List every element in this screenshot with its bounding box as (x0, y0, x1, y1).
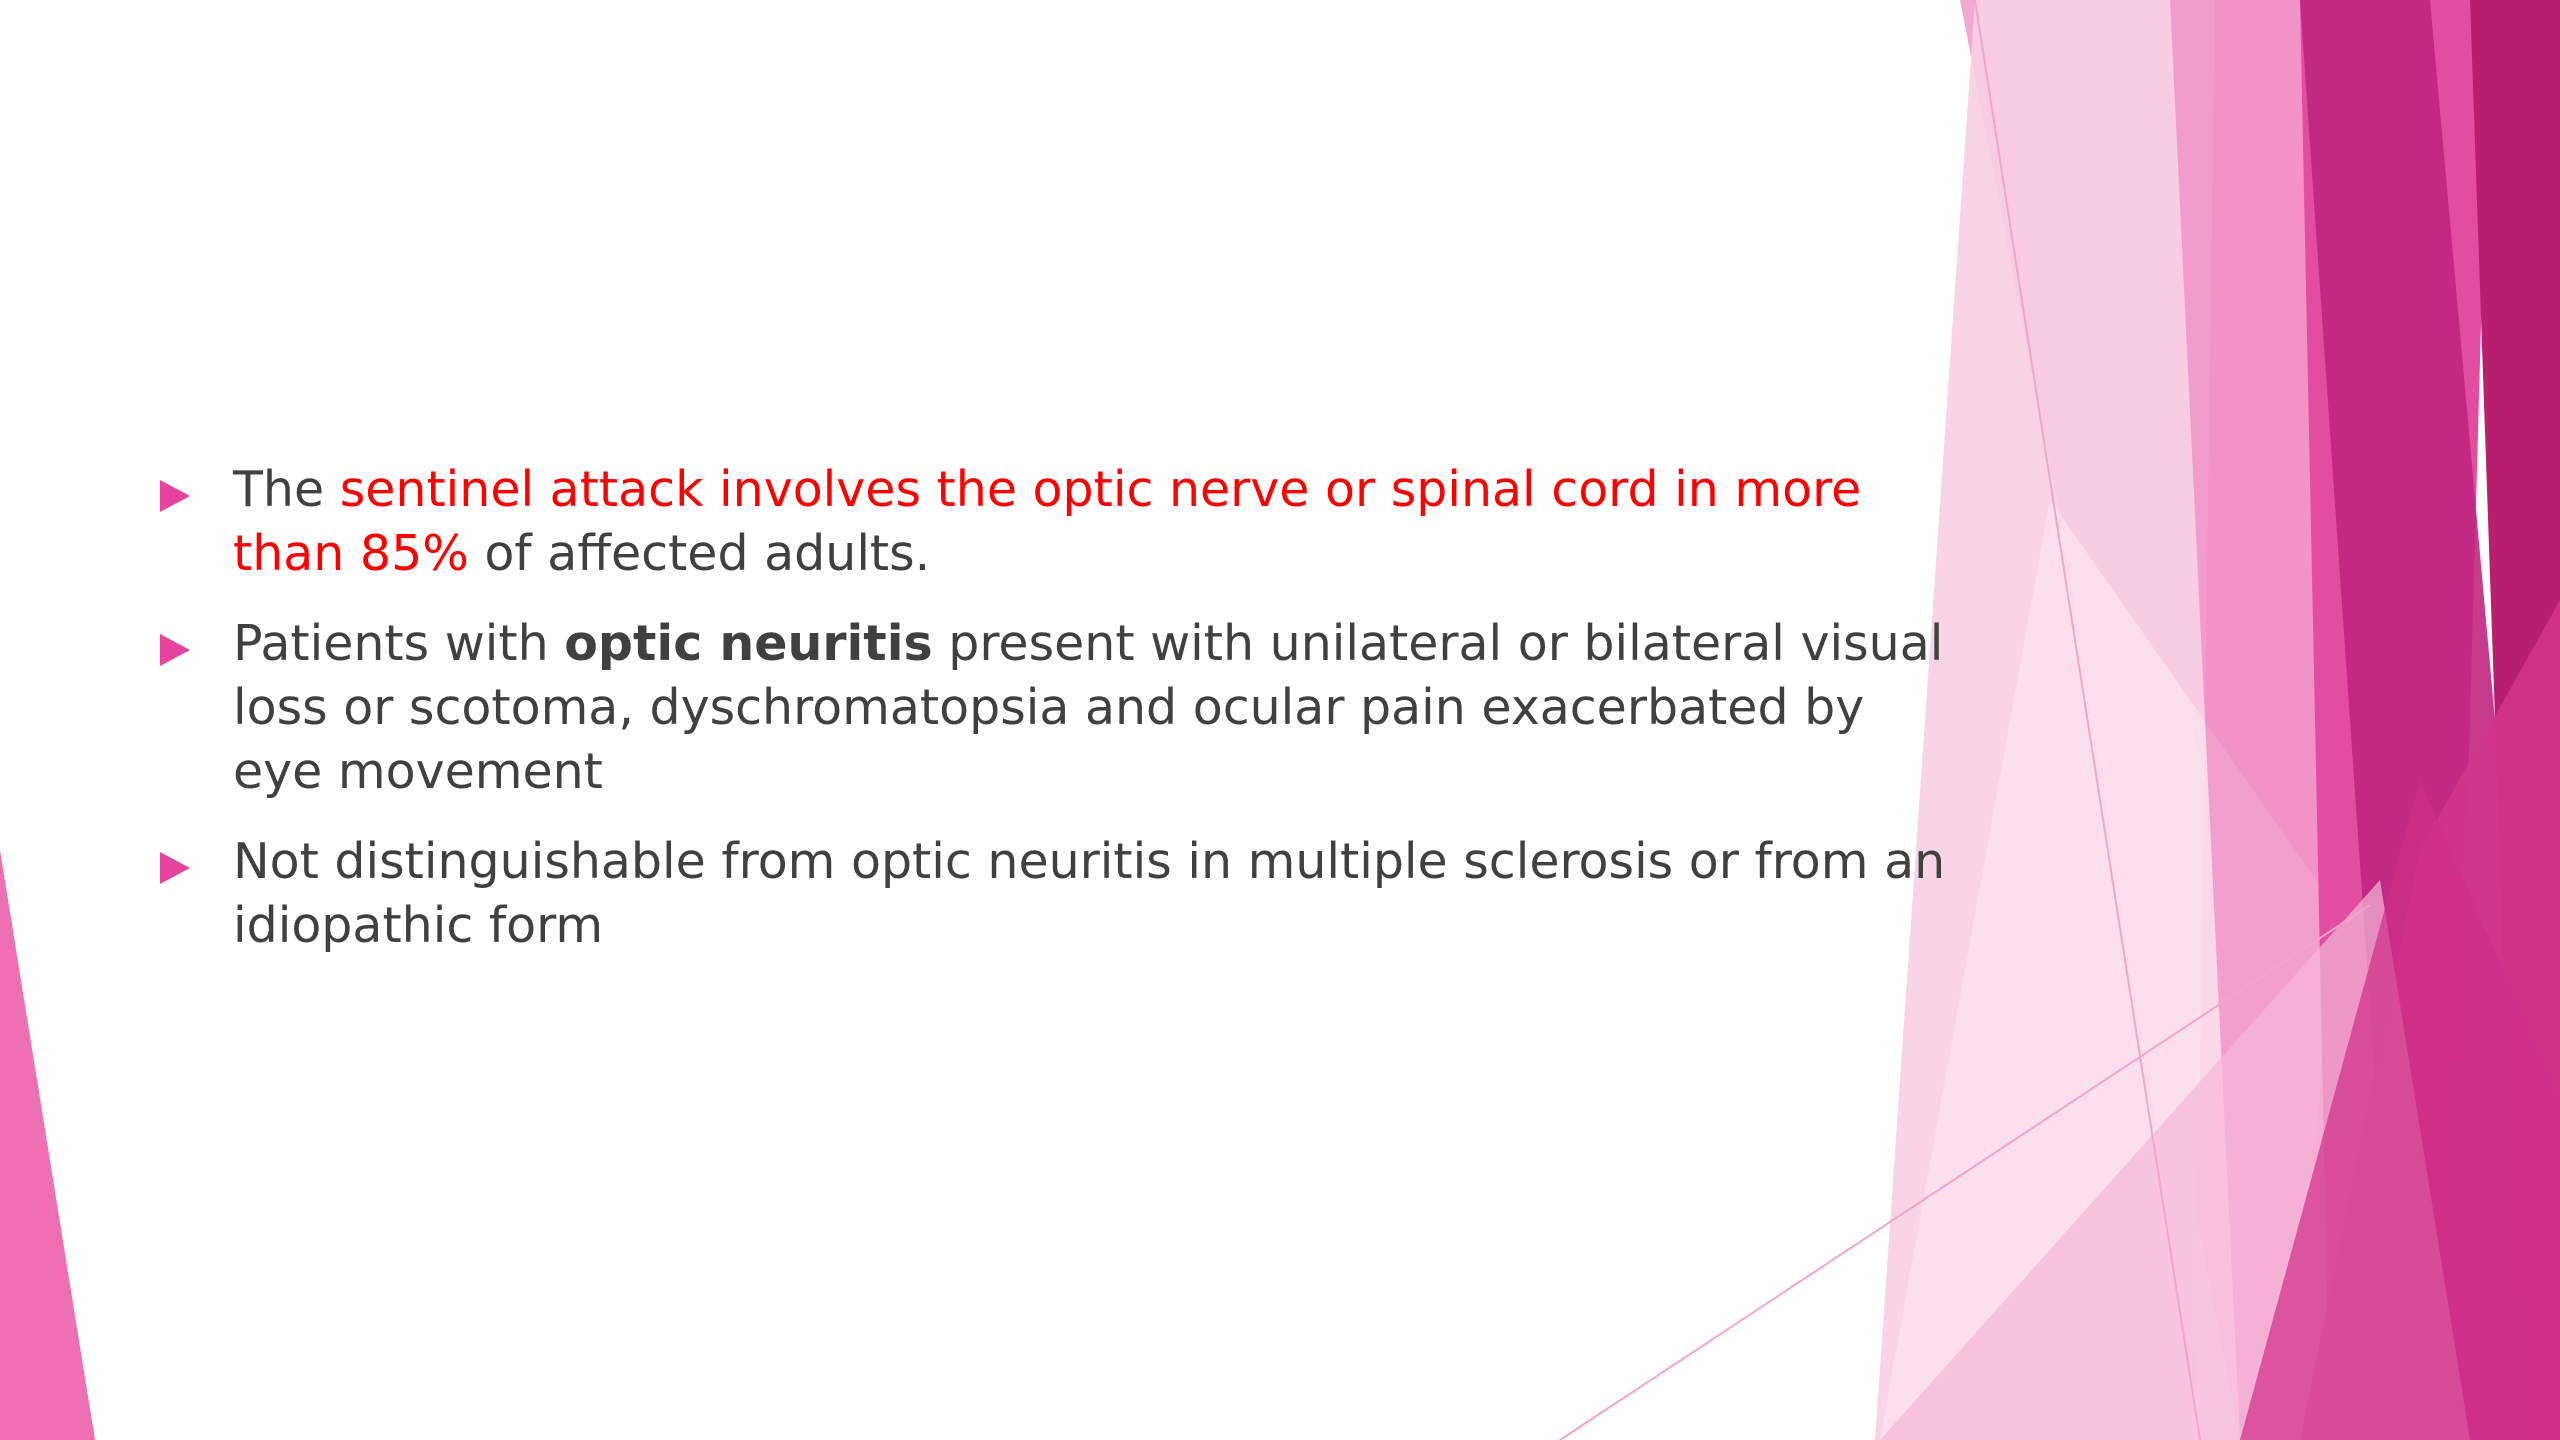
triangle-bullet-icon (160, 480, 190, 512)
bullet-text: The (233, 461, 340, 518)
highlighted-text: sentinel attack involves the optic nerve or spinal cord in more than 85% (233, 461, 1862, 582)
bullet-item (160, 458, 1960, 586)
bullet-text: Patients with (233, 615, 565, 672)
bullet-list (160, 458, 1960, 984)
bullet-text: of affected adults. (468, 525, 931, 582)
bullet-text: present with unilateral or bilateral visual loss or scotoma, dyschromatopsia and ocular pain exacerbated by eye movement (233, 615, 1944, 800)
left-accent-shape (0, 850, 95, 1440)
triangle-bullet-icon (160, 634, 190, 666)
bullet-item (160, 830, 1960, 958)
bullet-text: Not distinguishable from optic neuritis in multiple sclerosis or from an idiopathic form (233, 833, 1946, 954)
bullet-item (160, 612, 1960, 804)
bold-term: optic neuritis (564, 615, 933, 672)
triangle-bullet-icon (160, 852, 190, 884)
